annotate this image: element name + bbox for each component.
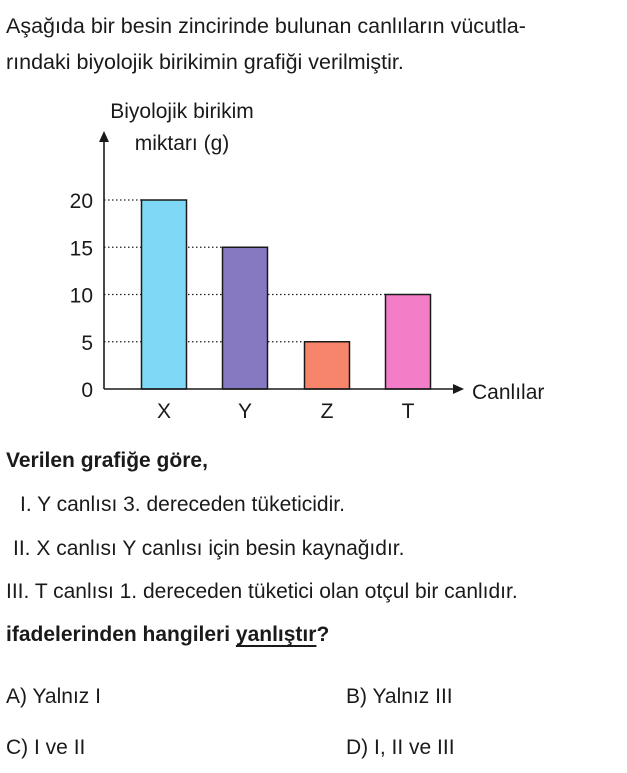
statement-3-text: T canlısı 1. dereceden tüketici olan otçul bir canlıdır. <box>34 580 518 603</box>
statement-3-number: III. <box>6 580 30 603</box>
y-tick-label-0: 0 <box>81 379 93 402</box>
option-b[interactable] <box>346 685 453 709</box>
x-axis-title: Canlılar <box>472 381 545 404</box>
statement-1 <box>20 493 345 517</box>
option-c[interactable] <box>6 736 85 760</box>
x-tick-label-t: T <box>401 400 415 423</box>
option-a-label: A) <box>6 685 27 708</box>
option-a-text: Yalnız I <box>32 685 101 708</box>
prompt-tail-after: ? <box>316 623 330 646</box>
y-tick-label-10: 10 <box>69 284 93 308</box>
option-b-label: B) <box>346 685 367 708</box>
statement-2 <box>13 537 404 561</box>
y-tick-label-5: 5 <box>81 331 93 355</box>
option-d[interactable] <box>346 736 455 760</box>
statement-1-text: Y canlısı 3. dereceden tüketicidir. <box>37 493 345 516</box>
prompt-tail-emphasis: yanlıştır <box>235 623 317 646</box>
option-c-label: C) <box>6 736 29 759</box>
option-a[interactable] <box>6 685 101 709</box>
question-prompt-head: Verilen grafiğe göre, <box>6 449 208 472</box>
y-tick-label-15: 15 <box>69 237 93 261</box>
option-d-text: I, II ve III <box>374 736 455 759</box>
statement-2-number: II. <box>13 537 31 560</box>
bar-y <box>223 247 268 389</box>
bar-z <box>305 342 350 389</box>
statement-1-number: I. <box>20 493 32 516</box>
option-d-label: D) <box>346 736 369 759</box>
question-prompt-tail <box>6 623 329 647</box>
bar-t <box>386 295 431 390</box>
y-axis-arrow-icon <box>99 131 109 142</box>
bar-x <box>142 200 187 389</box>
x-tick-label-x: X <box>156 400 172 423</box>
option-b-text: Yalnız III <box>372 685 453 708</box>
statement-2-text: X canlısı Y canlısı için besin kaynağıdır. <box>36 537 405 560</box>
y-axis-title-line-2: miktarı (g) <box>134 132 230 155</box>
intro-line-1: Aşağıda bir besin zincirinde bulunan canlıların vücutla- <box>6 14 526 38</box>
x-tick-label-z: Z <box>320 400 334 423</box>
intro-line-2: rındaki biyolojik birikimin grafiği verilmiştir. <box>6 50 404 74</box>
y-axis-title-line-1: Biyolojik birikim <box>110 100 254 123</box>
y-tick-label-20: 20 <box>69 190 93 213</box>
x-axis-arrow-icon <box>453 384 464 394</box>
prompt-tail-before: ifadelerinden hangileri <box>6 623 236 646</box>
x-tick-label-y: Y <box>237 400 253 423</box>
statement-3 <box>6 580 518 604</box>
option-c-text: I ve II <box>34 736 86 759</box>
